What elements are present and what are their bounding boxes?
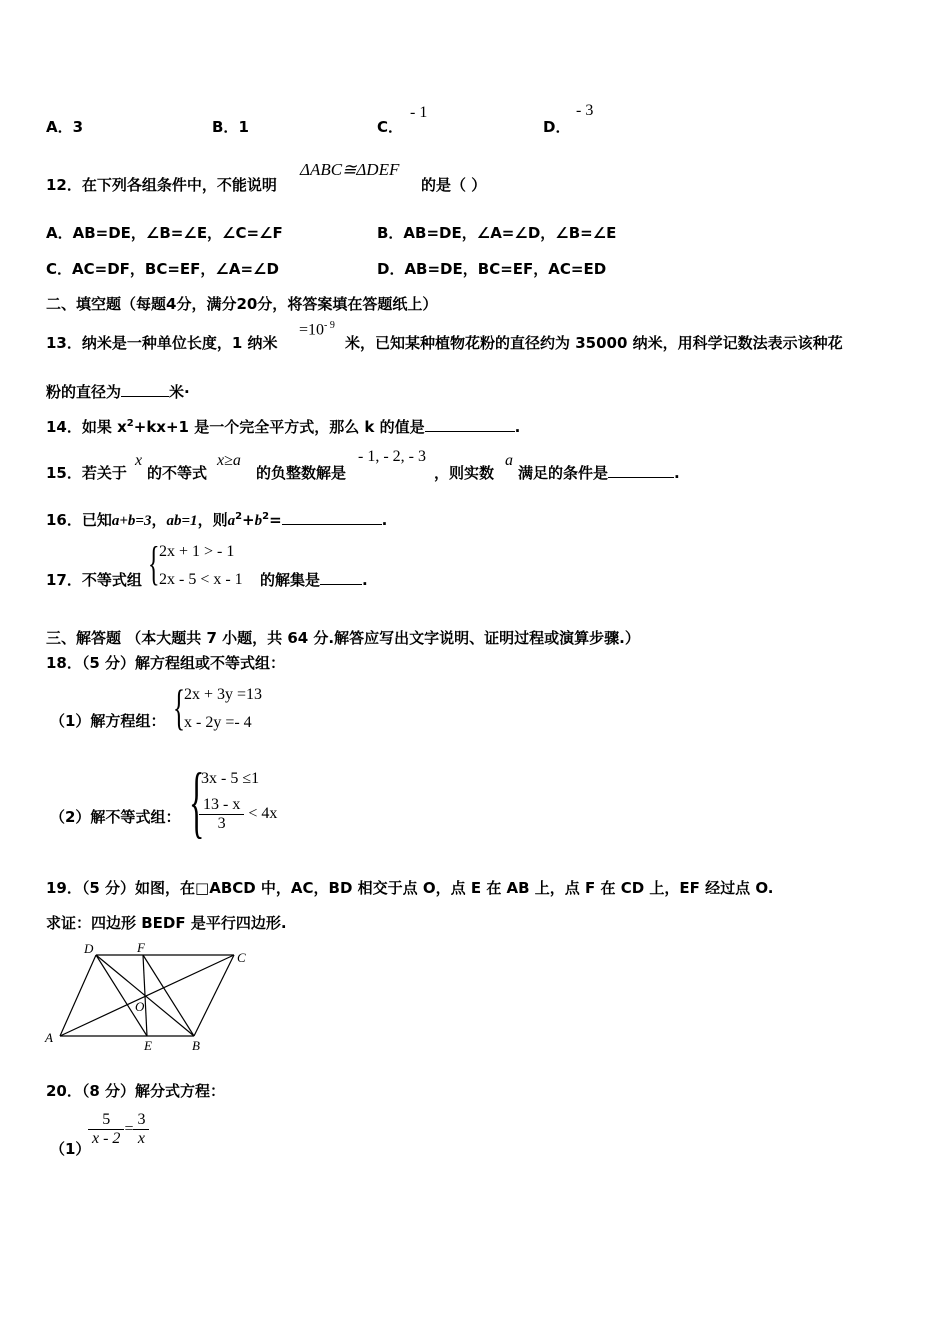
q18-ineq1: 3x - 5 ≤1 [201, 770, 260, 787]
q18-part2-label: （2）解不等式组： [50, 808, 181, 826]
q18-eq2: x - 2y =- 4 [184, 714, 252, 731]
q16-sup1: 2 [235, 511, 243, 522]
edge-da [60, 955, 96, 1036]
q16-var-b: b [254, 513, 263, 529]
q15-middle4: 满足的条件是 [518, 464, 609, 482]
answer-blank[interactable] [121, 382, 169, 397]
fraction-numerator: 3 [133, 1111, 149, 1130]
fraction [199, 796, 244, 833]
q13-formula [299, 320, 335, 339]
fraction-lhs [88, 1111, 124, 1148]
option-label: B． [212, 118, 239, 136]
q16-middle: ，则 [197, 511, 228, 529]
q18-part1-label: （1）解方程组： [50, 712, 166, 730]
fraction-rhs [133, 1111, 149, 1148]
q12-option-b: B．AB=DE，∠A=∠D，∠B=∠E [377, 224, 617, 242]
equals-sign: = [124, 1120, 134, 1138]
section-3-title: 三、解答题 （本大题共 7 小题，共 64 分.解答应写出文字说明、证明过程或演算步骤.） [46, 629, 640, 647]
fraction-numerator: 13 - x [199, 796, 244, 815]
q11-option-a [46, 116, 83, 137]
q14-sup: 2 [126, 418, 134, 429]
q12-option-a: A．AB=DE，∠B=∠E，∠C=∠F [46, 224, 283, 242]
q11-option-d [543, 116, 570, 137]
q16-sep: ， [151, 511, 167, 529]
q11-option-c-value: - 1 [410, 104, 428, 121]
q16 [46, 509, 387, 530]
q16-var-a: a [227, 513, 236, 529]
answer-blank[interactable] [320, 570, 362, 585]
q11-option-b [212, 116, 249, 137]
q15-middle1: 的不等式 [147, 464, 208, 482]
q15-prefix: 15．若关于 [46, 464, 127, 482]
q15-suffix: . [674, 464, 680, 482]
q16-cond1: a+b=3 [111, 513, 152, 529]
q13-part2: 米，已知某种植物花粉的直径约为 35000 纳米，用科学记数法表示该种花 [345, 334, 843, 352]
q17-suffix-text: 的解集是 [260, 571, 321, 589]
q12-option-d: D．AB=DE，BC=EF，AC=ED [377, 260, 607, 278]
q13-part1: 13．纳米是一种单位长度，1 纳米 [46, 334, 278, 352]
q20-title: 20．（8 分）解分式方程： [46, 1082, 226, 1100]
option-value: 1 [238, 118, 249, 136]
option-value: 3 [72, 118, 84, 136]
q17-line1: 2x + 1 > - 1 [159, 543, 235, 560]
q13-line2-suffix: 米· [169, 383, 190, 401]
option-label: C． [377, 118, 404, 136]
label-a: A [45, 1030, 53, 1045]
label-b: B [192, 1038, 200, 1053]
q11-option-d-value: - 3 [576, 102, 594, 119]
q15-tail [518, 462, 680, 483]
q18-ineq2 [199, 796, 277, 833]
label-d: D [84, 941, 94, 956]
answer-blank[interactable] [425, 417, 515, 432]
q18-ineq2-rhs: < 4x [248, 805, 278, 823]
section-2-title: 二、填空题（每题4分，满分20分，将答案填在答题纸上） [46, 295, 438, 313]
q18-brace-1: { [173, 679, 185, 735]
fraction-numerator: 5 [88, 1111, 124, 1130]
q13-line2-prefix: 粉的直径为 [46, 383, 122, 401]
q15-middle3: ，则实数 [434, 464, 495, 482]
fraction-denominator: x - 2 [92, 1130, 121, 1147]
label-c: C [237, 950, 246, 965]
fraction-denominator: 3 [217, 815, 226, 832]
parallelogram-figure [40, 935, 260, 1060]
label-e: E [144, 1038, 152, 1053]
edge-bc [194, 955, 234, 1036]
q18-brace-2: { [189, 758, 205, 846]
segment-de [96, 955, 147, 1036]
q14 [46, 416, 520, 437]
q15-middle2: 的负整数解是 [256, 464, 347, 482]
q20-part1-label: （1） [50, 1140, 91, 1158]
q12-formula: ΔABC≅ΔDEF [300, 160, 400, 179]
q16-plus: + [242, 511, 255, 529]
q16-sup2: 2 [262, 511, 270, 522]
option-label: A． [46, 118, 73, 136]
label-f: F [137, 940, 145, 955]
q17-brace: { [148, 537, 160, 590]
q15-inequality: x≥a [217, 452, 241, 469]
q16-eq: = [269, 511, 282, 529]
answer-blank[interactable] [608, 463, 674, 478]
q12-suffix: 的是（ ） [421, 176, 487, 194]
q12-prefix: 12．在下列各组条件中，不能说明 [46, 176, 277, 194]
q17-end: . [362, 571, 368, 589]
q17-prefix: 17．不等式组 [46, 571, 142, 589]
q17-line2: 2x - 5 < x - 1 [159, 571, 243, 588]
q14-middle: +kx+1 是一个完全平方式，那么 k 的值是 [133, 418, 425, 436]
q19-line1: 19．（5 分）如图，在□ABCD 中，AC，BD 相交于点 O，点 E 在 AB 上，点 F 在 CD 上，EF 经过点 O. [46, 879, 774, 897]
answer-blank[interactable] [282, 510, 382, 525]
fraction-denominator: x [137, 1130, 146, 1147]
option-label: D． [543, 118, 571, 136]
q15-var-a: a [505, 452, 513, 469]
q13-exponent: - 9 [324, 320, 335, 331]
q19-line2: 求证：四边形 BEDF 是平行四边形. [46, 914, 287, 932]
q20-equation [88, 1111, 149, 1148]
q12-option-c: C．AC=DF，BC=EF，∠A=∠D [46, 260, 279, 278]
q14-prefix: 14．如果 x [46, 418, 127, 436]
q13-line2 [46, 381, 190, 402]
q11-option-c [377, 116, 403, 137]
q16-cond2: ab=1 [166, 513, 198, 529]
q17-suffix [260, 569, 368, 590]
segment-fb [143, 955, 194, 1036]
q15-solutions: - 1, - 2, - 3 [358, 448, 426, 465]
q13-base: =10 [299, 321, 325, 339]
q14-suffix: . [514, 418, 521, 436]
q18-eq1: 2x + 3y =13 [184, 686, 263, 703]
q16-suffix: . [381, 511, 388, 529]
label-o: O [135, 999, 145, 1014]
q18-title: 18．（5 分）解方程组或不等式组： [46, 654, 286, 672]
q16-prefix: 16．已知 [46, 511, 112, 529]
q15-var-x: x [135, 452, 143, 469]
